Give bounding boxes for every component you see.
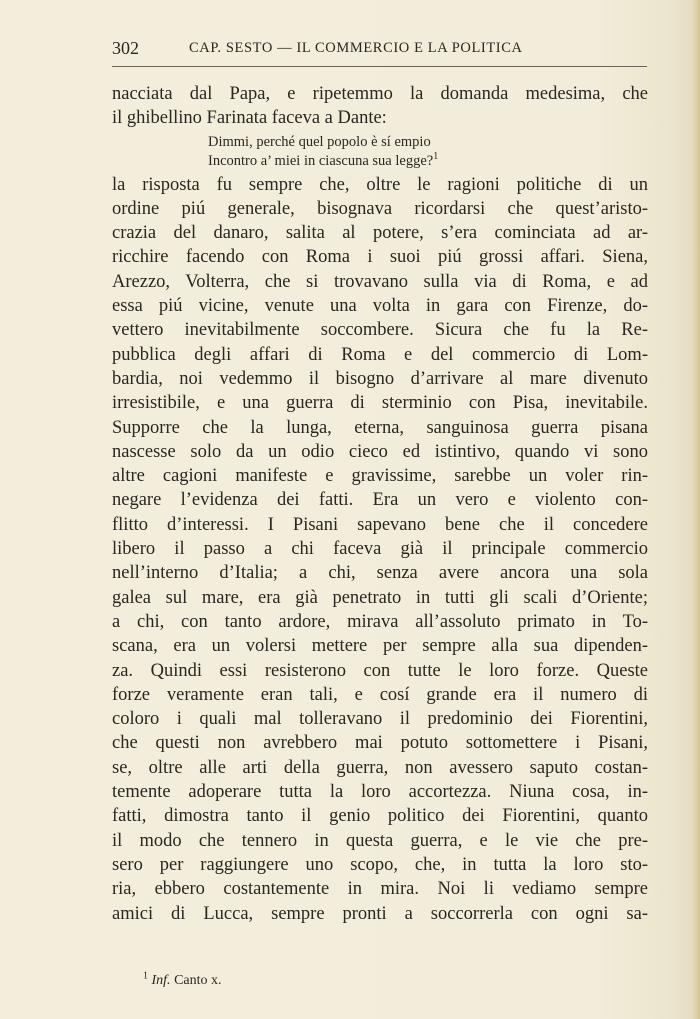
text-line: coloro i quali mal tolleravano il predominio dei Fiorentini, — [112, 709, 648, 730]
text-line: che questi non avrebbero mai potuto sottomettere i Pisani, — [112, 733, 648, 754]
text-line: crazia del danaro, salita al potere, s’era cominciata ad ar- — [112, 223, 648, 244]
text-line: libero il passo a chi faceva già il principale commercio — [112, 539, 648, 560]
text-line: a chi, con tanto ardore, mirava all’assoluto primato in To- — [112, 611, 648, 632]
text-line: il ghibellino Farinata faceva a Dante: — [112, 108, 387, 129]
paragraph-before-quote — [112, 82, 648, 131]
text-line: pubblica degli affari di Roma e del commercio di Lom- — [112, 344, 648, 365]
running-head — [112, 38, 647, 60]
page-edge-shadow — [692, 0, 700, 1019]
footnote-text: Canto x. — [174, 973, 222, 988]
text-line: flitto d’interessi. I Pisani sapevano bene che il concedere — [112, 514, 648, 535]
footnote-reference: 1 — [433, 150, 439, 162]
text-line: il modo che tennero in questa guerra, e le vie che pre- — [112, 830, 648, 851]
text-line: forze veramente eran tali, e cosí grande era il numero di — [112, 684, 648, 705]
text-line: bardia, noi vedemmo il bisogno d’arrivare al mare divenuto — [112, 368, 648, 389]
text-line: za. Quindi essi resisterono con tutte le loro forze. Queste — [112, 660, 648, 681]
text-line: fatti, dimostra tanto il genio politico dei Fiorentini, quanto — [112, 806, 648, 827]
chapter-title: CAP. SESTO — IL COMMERCIO E LA POLITICA — [189, 40, 523, 56]
text-line: ricchire facendo con Roma i suoi piú grossi affari. Siena, — [112, 247, 648, 268]
verse-line: Dimmi, perché quel popolo è sí empio — [208, 133, 431, 150]
header-rule — [112, 66, 647, 67]
text-line: irresistibile, e una guerra di sterminio con Pisa, inevitabile. — [112, 393, 648, 414]
text-line: altre cagioni manifeste e gravissime, sarebbe un voler rin- — [112, 466, 648, 487]
text-line: ordine piú generale, bisognava ricordarsi che quest’aristo- — [112, 198, 648, 219]
verse-line — [208, 152, 648, 171]
page-number: 302 — [112, 38, 139, 58]
footnote-source: Inf. — [151, 973, 171, 988]
text-line: ria, ebbero costantemente in mira. Noi li vediamo sempre — [112, 879, 648, 900]
text-line: galea sul mare, era già penetrato in tutti gli scali d’Oriente; — [112, 587, 648, 608]
body-text — [112, 82, 648, 926]
paragraph-after-quote — [112, 173, 648, 926]
text-line: la risposta fu sempre che, oltre le ragioni politiche di un — [112, 174, 648, 195]
text-line: nascesse solo da un odio cieco ed istintivo, quando vi sono — [112, 441, 648, 462]
text-line: amici di Lucca, sempre pronti a soccorrerla con ogni sa- — [112, 903, 648, 924]
verse-quotation — [208, 133, 648, 171]
verse-line-text: Incontro a’ miei in ciascuna sua legge? — [208, 152, 434, 169]
footnote-marker: 1 — [143, 970, 148, 982]
text-line: Supporre che la lunga, eterna, sanguinosa guerra pisana — [112, 417, 648, 438]
text-line: Arezzo, Volterra, che si trovavano sulla via di Roma, e ad — [112, 271, 648, 292]
text-line: negare l’evidenza dei fatti. Era un vero e violento con- — [112, 490, 648, 511]
text-line: essa piú vicine, venute una volta in gara con Firenze, do- — [112, 296, 648, 317]
text-line: temente adoperare tutta la loro accortezza. Niuna cosa, in- — [112, 782, 648, 803]
text-line: nell’interno d’Italia; a chi, senza avere ancora una sola — [112, 563, 648, 584]
text-line: vettero inevitabilmente soccombere. Sicura che fu la Re- — [112, 320, 648, 341]
text-line: se, oltre alle arti della guerra, non avessero saputo costan- — [112, 757, 648, 778]
text-line: scana, era un volersi mettere per sempre alla sua dipenden- — [112, 636, 648, 657]
footnote — [143, 970, 222, 989]
text-line: sero per raggiungere uno scopo, che, in tutta la loro sto- — [112, 854, 648, 875]
text-line: nacciata dal Papa, e ripetemmo la domanda medesima, che — [112, 84, 648, 104]
